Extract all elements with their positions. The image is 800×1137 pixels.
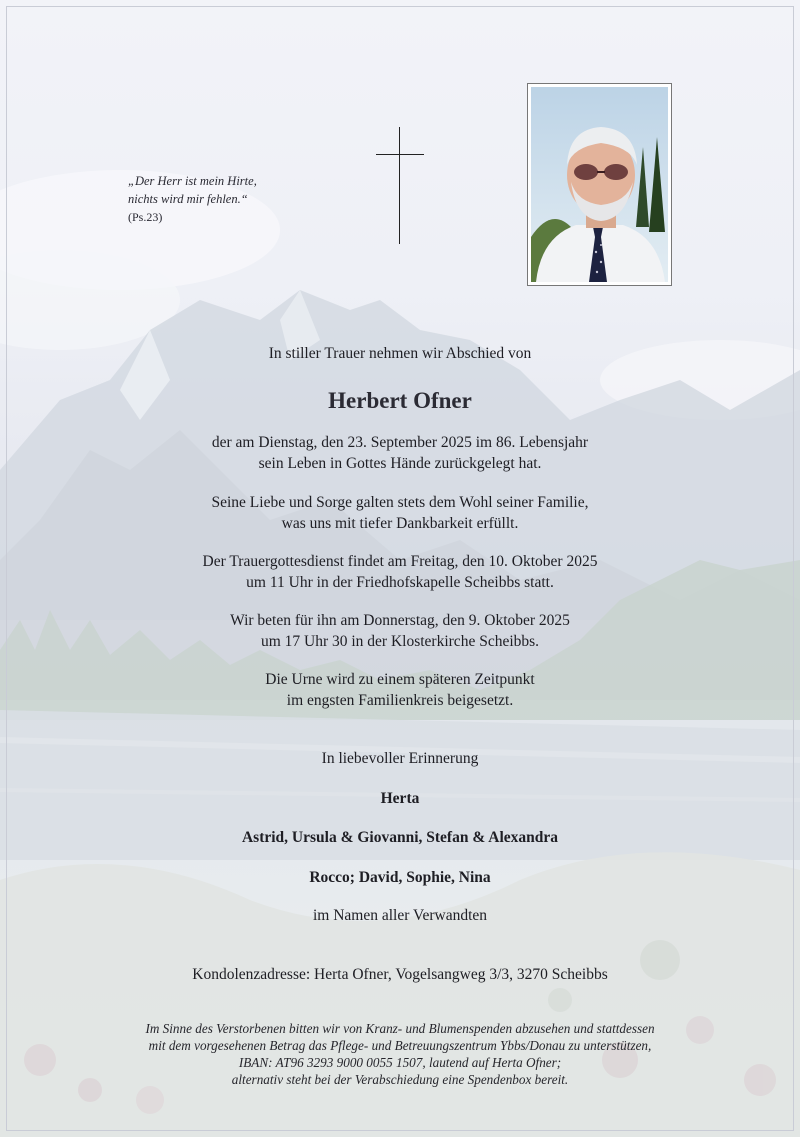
death-line-1: der am Dienstag, den 23. September 2025 im 86. Lebensjahr [211,434,589,451]
portrait-illustration [531,87,668,282]
love-line-1: Seine Liebe und Sorge galten stets dem Wohl seiner Familie, [211,494,589,511]
psalm-line-2: nichts wird mir fehlen.“ [128,192,248,206]
donation-note-line-3: IBAN: AT96 3293 9000 0055 1507, lautend auf Herta Ofner; [238,1055,562,1070]
cross-icon [376,127,424,245]
mourner-spouse: Herta [380,790,420,807]
service-line-2: um 11 Uhr in der Friedhofskapelle Scheibbs statt. [246,574,554,591]
mourner-grandchildren: Rocco; David, Sophie, Nina [309,869,491,886]
love-line-2: was uns mit tiefer Dankbarkeit erfüllt. [281,515,519,532]
mourner-relatives: im Namen aller Verwandten [312,907,488,924]
death-line-2: sein Leben in Gottes Hände zurückgelegt hat. [258,455,542,472]
deceased-name: Herbert Ofner [328,388,472,413]
service-line-1: Der Trauergottesdienst findet am Freitag, den 10. Oktober 2025 [202,553,598,570]
urn-line-1: Die Urne wird zu einem späteren Zeitpunkt [265,671,535,688]
condolence-address: Kondolenzadresse: Herta Ofner, Vogelsangweg 3/3, 3270 Scheibbs [192,966,608,983]
intro-text: In stiller Trauer nehmen wir Abschied von [268,345,532,362]
memory-text: In liebevoller Erinnerung [321,750,479,767]
donation-note-line-4: alternativ steht bei der Verabschiedung eine Spendenbox bereit. [231,1072,569,1087]
donation-note-line-1: Im Sinne des Verstorbenen bitten wir von Kranz- und Blumenspenden abzusehen und stattdessen [145,1021,655,1036]
portrait-photo [528,84,671,285]
donation-note-line-2: mit dem vorgesehenen Betrag das Pflege- und Betreuungszentrum Ybbs/Donau zu unterstützen, [148,1038,652,1053]
psalm-reference: (Ps.23) [128,210,163,224]
urn-line-2: im engsten Familienkreis beigesetzt. [286,692,514,709]
psalm-quote [128,172,257,226]
prayer-line-1: Wir beten für ihn am Donnerstag, den 9. Oktober 2025 [230,612,570,629]
mourner-children: Astrid, Ursula & Giovanni, Stefan & Alexandra [241,829,559,846]
psalm-line-1: „Der Herr ist mein Hirte, [128,174,257,188]
prayer-line-2: um 17 Uhr 30 in der Klosterkirche Scheibbs. [260,633,540,650]
